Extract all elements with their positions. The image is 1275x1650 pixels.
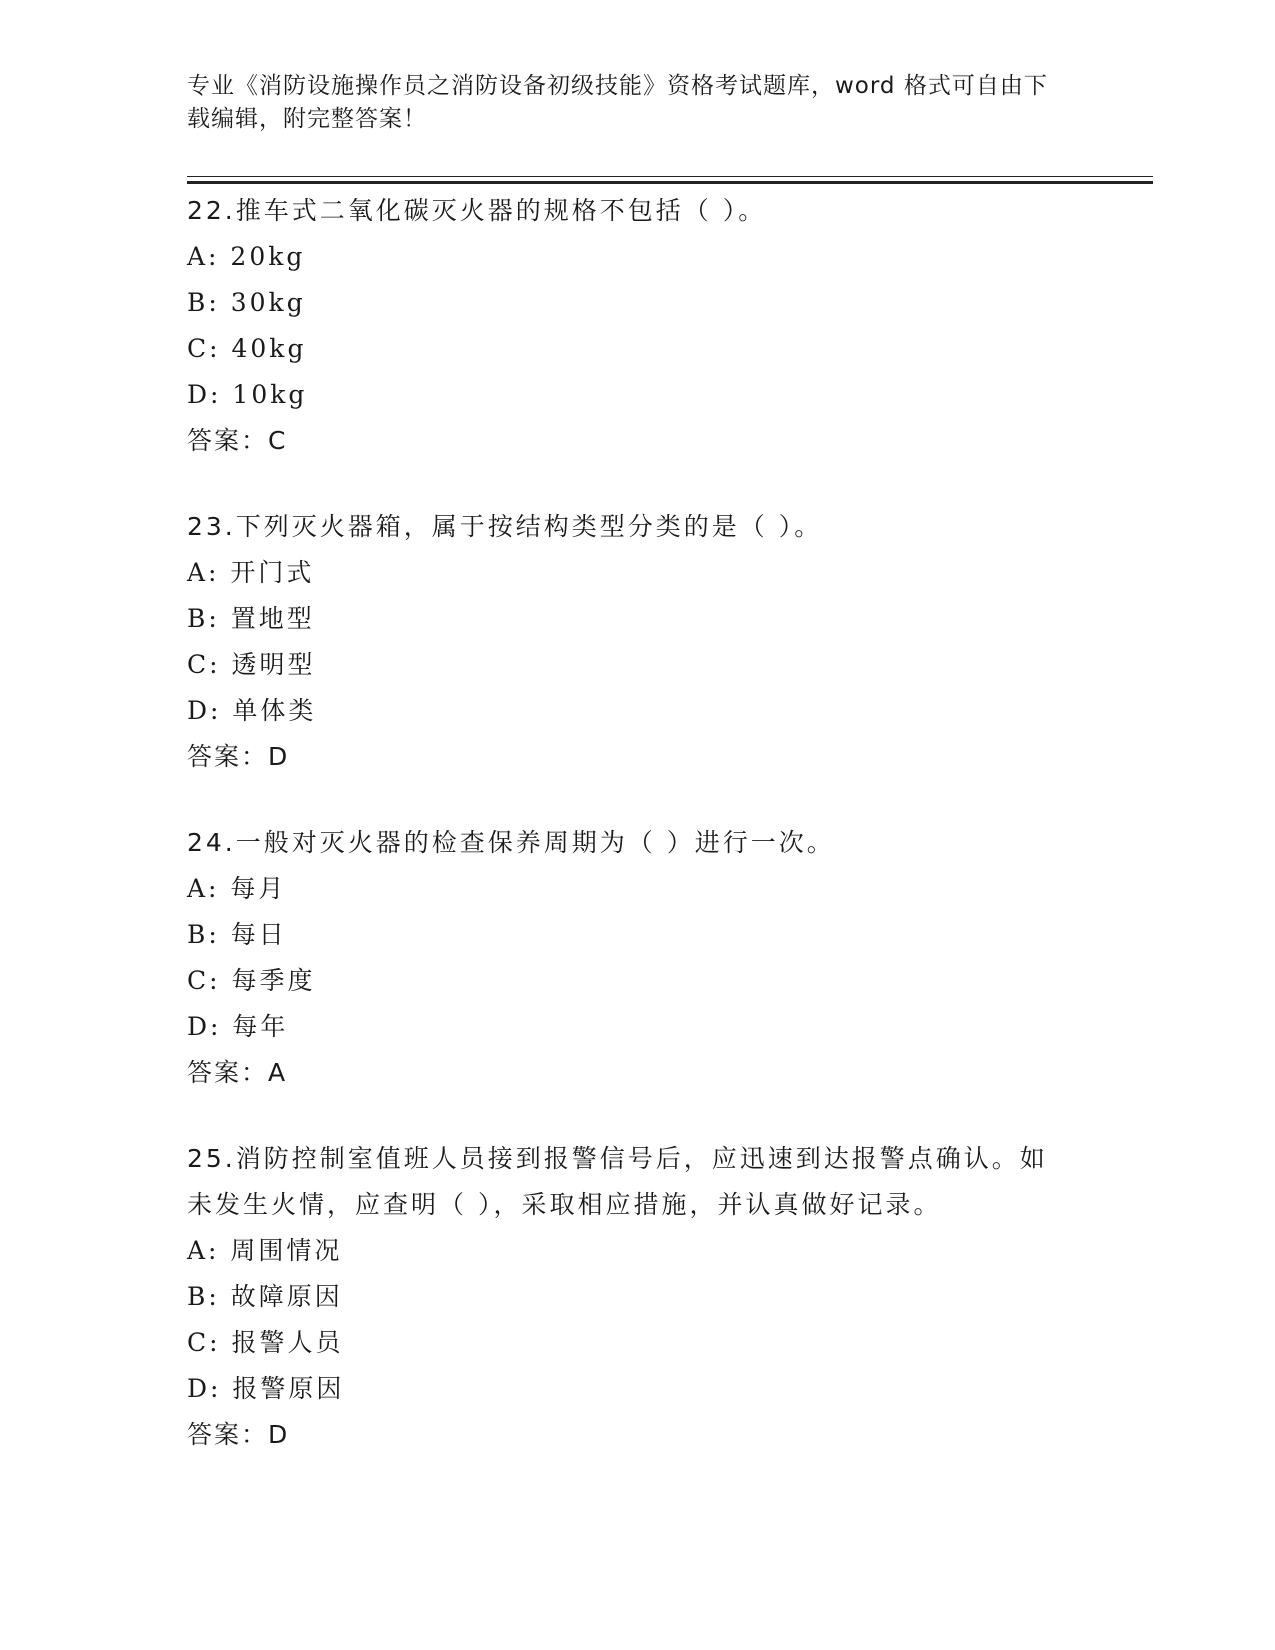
header-divider-thick: [187, 181, 1153, 184]
question-stem: 24.一般对灭火器的检查保养周期为（ ）进行一次。: [187, 828, 835, 857]
answer-label: 答案：: [187, 426, 269, 455]
option-a: A: 每月: [187, 874, 287, 903]
option-a: A: 周围情况: [187, 1236, 343, 1265]
header-divider-thin: [187, 176, 1153, 177]
answer-value: A: [268, 1058, 288, 1087]
question-stem: 25.消防控制室值班人员接到报警信号后，应迅速到达报警点确认。如未发生火情，应查明（ ），采取相应措施，并认真做好记录。: [187, 1144, 1048, 1219]
question-24: [187, 820, 1087, 1096]
option-d: D: 报警原因: [187, 1374, 345, 1403]
answer-value: D: [268, 742, 290, 771]
answer-line: [187, 734, 1087, 780]
answer-line: [187, 1050, 1087, 1096]
answer-line: [187, 418, 1087, 464]
question-stem: 22.推车式二氧化碳灭火器的规格不包括（ ）。: [187, 196, 767, 225]
option-b: B: 置地型: [187, 604, 315, 633]
option-c: C: 每季度: [187, 966, 316, 995]
question-stem: 23.下列灭火器箱，属于按结构类型分类的是（ ）。: [187, 512, 823, 541]
answer-label: 答案：: [187, 1420, 269, 1449]
option-c: C: 透明型: [187, 650, 316, 679]
answer-label: 答案：: [187, 742, 269, 771]
option-d: D: 10kg: [187, 380, 308, 409]
option-b: B: 故障原因: [187, 1282, 343, 1311]
question-22: [187, 188, 1087, 464]
option-b: B: 每日: [187, 920, 287, 949]
answer-value: C: [268, 426, 288, 455]
answer-value: D: [268, 1420, 290, 1449]
answer-line: [187, 1412, 1067, 1458]
option-d: D: 每年: [187, 1012, 289, 1041]
option-a: A: 开门式: [187, 558, 315, 587]
option-c: C: 报警人员: [187, 1328, 344, 1357]
option-b: B: 30kg: [187, 288, 306, 317]
question-23: [187, 504, 1087, 780]
document-header: 专业《消防设施操作员之消防设备初级技能》资格考试题库，word 格式可自由下载编辑，附完整答案！: [187, 73, 1048, 132]
answer-label: 答案：: [187, 1058, 269, 1087]
option-d: D: 单体类: [187, 696, 317, 725]
option-a: A: 20kg: [187, 242, 306, 271]
option-c: C: 40kg: [187, 334, 307, 363]
question-25: [187, 1136, 1067, 1458]
